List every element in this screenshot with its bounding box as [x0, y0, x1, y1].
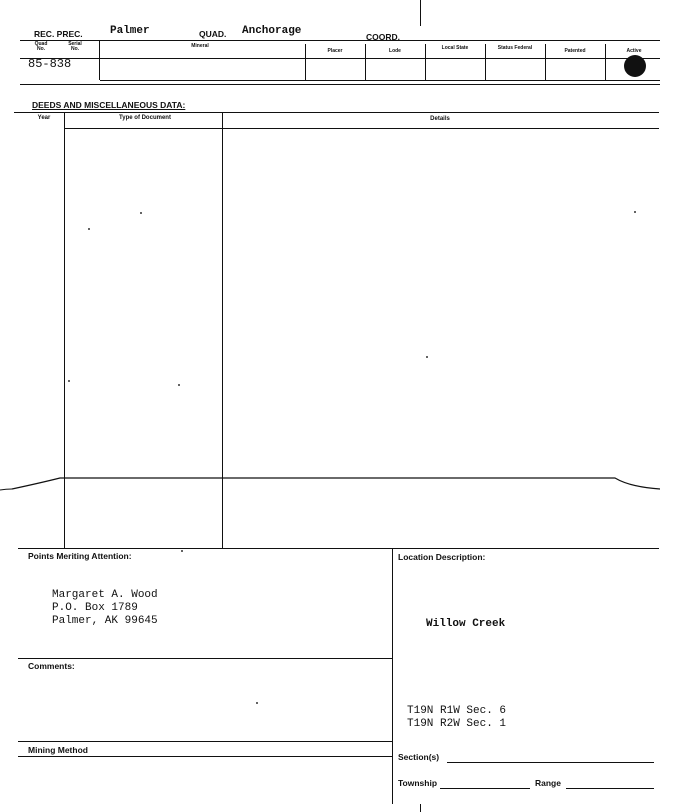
deeds-title: DEEDS AND MISCELLANEOUS DATA:	[32, 100, 186, 110]
col-local-state: Local State	[441, 45, 469, 51]
location-legal-1: T19N R1W Sec. 6	[407, 705, 507, 717]
col-mineral: Mineral	[191, 43, 209, 49]
quad-value: Anchorage	[242, 25, 302, 37]
claims-divider	[365, 44, 366, 80]
col-year: Year	[37, 115, 51, 121]
lower-section-top-rule	[18, 548, 659, 549]
col-patented: Patented	[564, 48, 586, 54]
comments-top-rule	[18, 658, 392, 659]
township-fill-line	[440, 788, 530, 789]
claims-divider	[305, 44, 306, 80]
coord-label: COORD.	[366, 32, 400, 42]
deeds-header-top-rule	[14, 112, 659, 113]
col-details: Details	[430, 116, 450, 122]
col-serial-no: Serial No.	[68, 41, 82, 52]
fold-line	[0, 465, 678, 505]
mining-method-label: Mining Method	[28, 745, 88, 755]
range-fill-line	[566, 788, 654, 789]
col-status-federal: Status Federal	[497, 45, 533, 51]
top-tick	[420, 0, 421, 26]
scan-speck	[634, 211, 636, 213]
scan-speck	[140, 212, 142, 214]
points-line-1: Margaret A. Wood	[52, 589, 158, 601]
scan-speck	[256, 702, 258, 704]
mining-method-bottom-rule	[18, 756, 392, 757]
points-line-3: Palmer, AK 99645	[52, 615, 158, 627]
rec-prec-value: Palmer	[110, 25, 150, 37]
township-label: Township	[398, 778, 438, 788]
claims-divider	[485, 44, 486, 80]
bottom-tick	[420, 804, 421, 812]
scan-speck	[178, 384, 180, 386]
lower-center-divider	[392, 548, 393, 804]
claims-table-top-rule	[20, 40, 660, 41]
claims-table-base-rule	[20, 84, 660, 85]
points-label: Points Meriting Attention:	[28, 551, 132, 561]
claims-divider	[425, 44, 426, 80]
claims-divider	[99, 40, 100, 80]
sections-fill-line	[447, 762, 654, 763]
range-label: Range	[535, 778, 561, 788]
quad-no-value: 85-838	[28, 57, 72, 71]
col-lode: Lode	[389, 48, 401, 54]
location-label: Location Description:	[398, 552, 486, 562]
rec-prec-label: REC. PREC.	[34, 29, 83, 39]
claims-table-header-rule	[20, 58, 660, 59]
sections-label: Section(s)	[398, 752, 440, 762]
deeds-header-bottom-rule	[64, 128, 659, 129]
scan-speck	[68, 380, 70, 382]
points-line-2: P.O. Box 1789	[52, 602, 138, 614]
col-placer: Placer	[327, 48, 343, 54]
scan-speck	[426, 356, 428, 358]
scan-speck	[181, 550, 183, 552]
comments-label: Comments:	[28, 661, 75, 671]
mining-method-top-rule	[18, 741, 392, 742]
location-legal-2: T19N R2W Sec. 1	[407, 718, 507, 730]
col-type-of-document: Type of Document	[119, 115, 171, 121]
col-quad-no: Quad No.	[34, 41, 48, 52]
quad-label: QUAD.	[199, 29, 227, 39]
location-place: Willow Creek	[426, 618, 506, 630]
scan-speck	[88, 228, 90, 230]
col-active: Active	[626, 48, 642, 54]
claims-divider	[605, 44, 606, 80]
claims-divider	[545, 44, 546, 80]
punch-hole	[624, 55, 646, 77]
claims-table-bottom-rule	[100, 80, 660, 81]
